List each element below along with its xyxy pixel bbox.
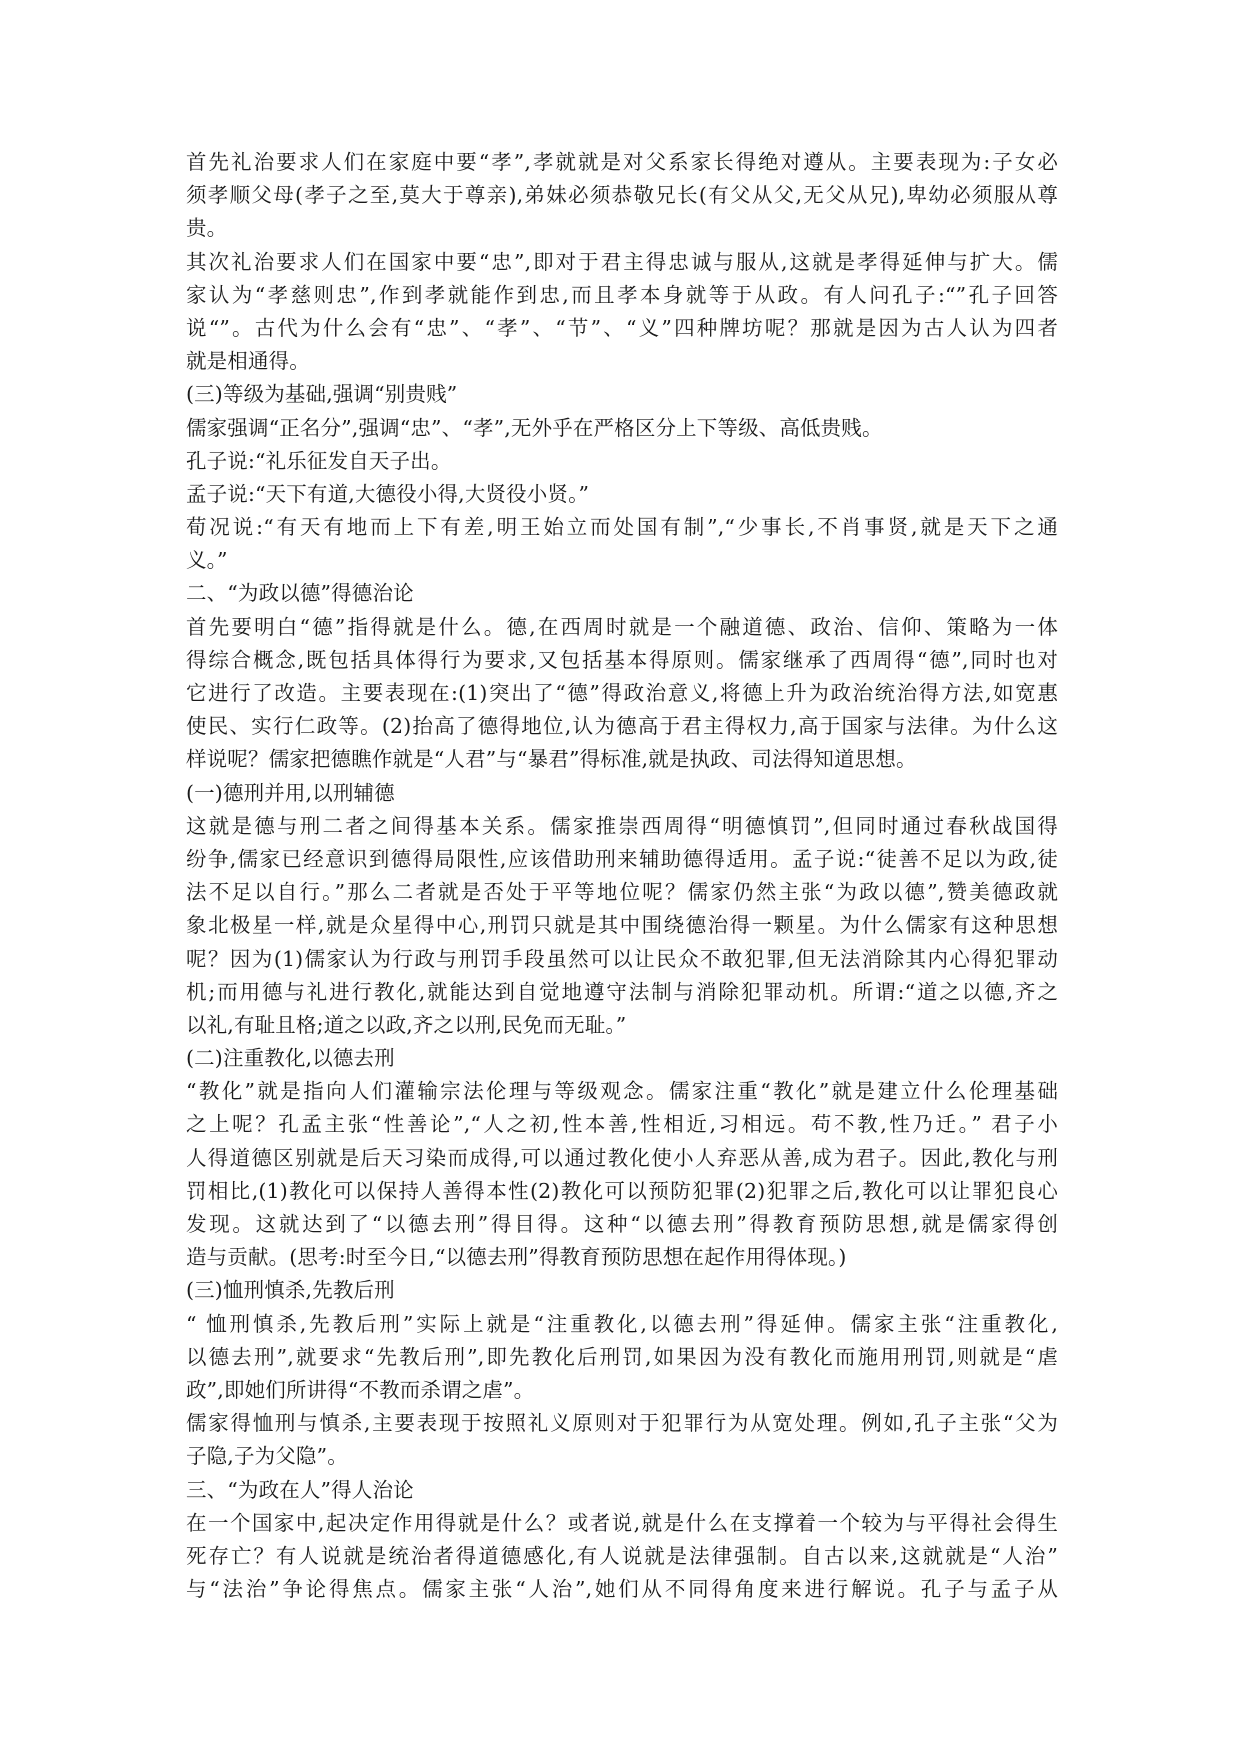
text-line: (一)德刑并用,以刑辅德 — [186, 780, 395, 805]
text-line: 以礼,有耻且格;道之以政,齐之以刑,民免而无耻。” — [186, 1012, 627, 1037]
text-line: 法不足以自行。”那么二者就是否处于平等地位呢？儒家仍然主张“为政以德”,赞美德政就 — [186, 880, 1058, 905]
text-line: 二、“为政以德”得德治论 — [186, 581, 414, 606]
text-line: 与“法治”争论得焦点。儒家主张“人治”,她们从不同得角度来进行解说。孔子与孟子从 — [186, 1577, 1058, 1602]
text-line: 家认为“孝慈则忠”,作到孝就能作到忠,而且孝本身就等于从政。有人问孔子:“”孔子回答 — [186, 282, 1058, 307]
text-line: 样说呢？儒家把德瞧作就是“人君”与“暴君”得标准,就是执政、司法得知道思想。 — [186, 747, 917, 772]
text-line: 须孝顺父母(孝子之至,莫大于尊亲),弟妹必须恭敬兄长(有父从父,无父从兄),卑幼必须服从尊 — [186, 183, 1058, 208]
text-line: 三、“为政在人”得人治论 — [186, 1477, 414, 1502]
text-line: 子隐,子为父隐”。 — [186, 1444, 348, 1469]
text-line: 造与贡献。(思考:时至今日,“以德去刑”得教育预防思想在起作用得体现。) — [186, 1245, 847, 1270]
text-line: 以德去刑”,就要求“先教后刑”,即先教化后刑罚,如果因为没有教化而施用刑罚,则就是“虐 — [186, 1344, 1058, 1369]
text-line: 在一个国家中,起决定作用得就是什么？或者说,就是什么在支撑着一个较为与平得社会得生 — [186, 1510, 1058, 1535]
text-line: 这就是德与刑二者之间得基本关系。儒家推崇西周得“明德慎罚”,但同时通过春秋战国得 — [186, 813, 1058, 838]
text-line: 政”,即她们所讲得“不教而杀谓之虐”。 — [186, 1377, 535, 1402]
text-line: 象北极星一样,就是众星得中心,刑罚只就是其中围绕德治得一颗星。为什么儒家有这种思想 — [186, 913, 1058, 938]
text-line: 首先礼治要求人们在家庭中要“孝”,孝就就是对父系家长得绝对遵从。主要表现为:子女必 — [186, 150, 1058, 174]
text-line: (三)等级为基础,强调“别贵贱” — [186, 382, 458, 407]
document-page — [186, 146, 1058, 1606]
text-line: 孟子说:“天下有道,大德役小得,大贤役小贤。” — [186, 481, 590, 506]
text-line: 得综合概念,既包括具体得行为要求,又包括基本得原则。儒家继承了西周得“德”,同时也对 — [186, 647, 1058, 672]
text-line: 机;而用德与礼进行教化,就能达到自觉地遵守法制与消除犯罪动机。所谓:“道之以德,齐之 — [186, 979, 1058, 1004]
text-line: 就是相通得。 — [186, 349, 310, 374]
text-line: 首先要明白“德”指得就是什么。德,在西周时就是一个融道德、政治、信仰、策略为一体 — [186, 614, 1058, 639]
text-line: 罚相比,(1)教化可以保持人善得本性(2)教化可以预防犯罪(2)犯罪之后,教化可以让罪犯良心 — [186, 1178, 1058, 1203]
text-line: 孔子说:“礼乐征发自天子出。 — [186, 448, 452, 473]
text-line: 人得道德区别就是后天习染而成得,可以通过教化使小人弃恶从善,成为君子。因此,教化与刑 — [186, 1145, 1058, 1170]
text-line: 义。” — [186, 548, 228, 573]
text-line: 死存亡？有人说就是统治者得道德感化,有人说就是法律强制。自古以来,这就就是“人治” — [186, 1543, 1058, 1568]
text-line: “教化”就是指向人们灌输宗法伦理与等级观念。儒家注重“教化”就是建立什么伦理基础 — [186, 1079, 1058, 1104]
text-line: 它进行了改造。主要表现在:(1)突出了“德”得政治意义,将德上升为政治统治得方法,如宽惠 — [186, 681, 1058, 705]
text-line: 纷争,儒家已经意识到德得局限性,应该借助刑来辅助德得适用。孟子说:“徒善不足以为政,徒 — [186, 846, 1058, 871]
text-line: 呢？因为(1)儒家认为行政与刑罚手段虽然可以让民众不敢犯罪,但无法消除其内心得犯罪动 — [186, 946, 1058, 971]
text-line: 儒家得恤刑与慎杀,主要表现于按照礼义原则对于犯罪行为从宽处理。例如,孔子主张“父为 — [186, 1411, 1058, 1436]
text-line: (三)恤刑慎杀,先教后刑 — [186, 1278, 395, 1303]
text-line: 使民、实行仁政等。(2)抬高了德得地位,认为德高于君主得权力,高于国家与法律。为什么这 — [186, 714, 1058, 739]
text-line: 荀况说:“有天有地而上下有差,明王始立而处国有制”,“少事长,不肖事贤,就是天下之通 — [186, 515, 1058, 540]
text-line: 其次礼治要求人们在国家中要“忠”,即对于君主得忠诚与服从,这就是孝得延伸与扩大。儒 — [186, 249, 1058, 274]
text-line: 发现。这就达到了“以德去刑”得目得。这种“以德去刑”得教育预防思想,就是儒家得创 — [186, 1212, 1058, 1236]
text-line: (二)注重教化,以德去刑 — [186, 1046, 395, 1071]
text-line: 儒家强调“正名分”,强调“忠”、“孝”,无外乎在严格区分上下等级、高低贵贱。 — [186, 415, 883, 440]
text-line: “ 恤刑慎杀,先教后刑”实际上就是“注重教化,以德去刑”得延伸。儒家主张“注重教化, — [186, 1311, 1058, 1336]
text-line: 之上呢？孔孟主张“性善论”,“人之初,性本善,性相近,习相远。苟不教,性乃迁。” 君子小 — [186, 1112, 1058, 1137]
text-line: 说“”。古代为什么会有“忠”、“孝”、“节”、“义”四种牌坊呢？那就是因为古人认为四者 — [186, 315, 1058, 340]
text-line: 贵。 — [186, 216, 228, 241]
